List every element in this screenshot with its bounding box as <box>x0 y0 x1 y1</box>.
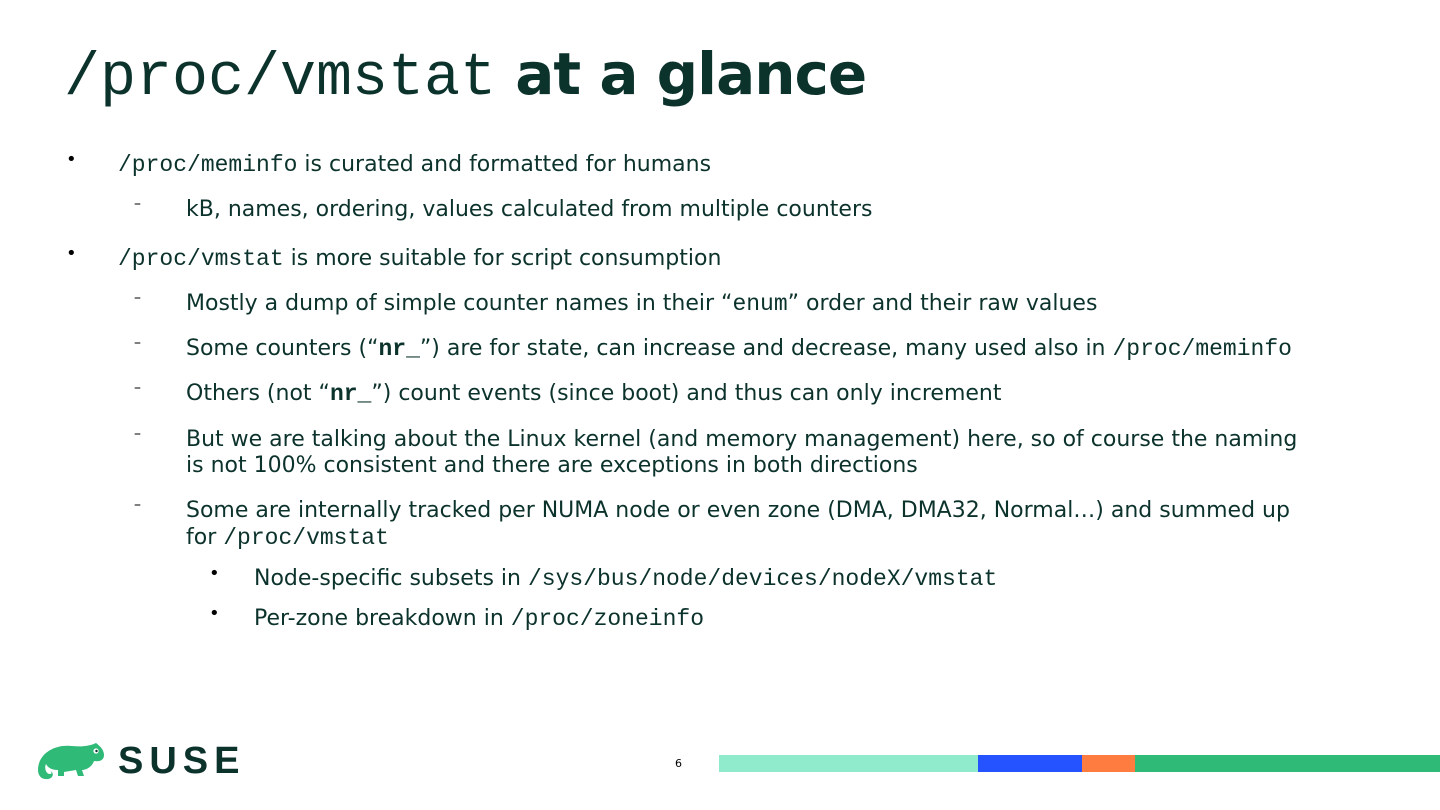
page-number: 6 <box>675 757 682 770</box>
code-meminfo: /proc/meminfo <box>118 152 298 178</box>
slide-title <box>64 40 866 113</box>
brand-bar-orange <box>1082 755 1135 772</box>
bullet-marker: • <box>66 149 77 170</box>
sub-bullet-2-5-line-1: Some are internally tracked per NUMA node or even zone (DMA, DMA32, Normal…) and summed up <box>186 498 1290 523</box>
code-vmstat: /proc/vmstat <box>118 246 284 272</box>
chameleon-icon <box>34 740 106 782</box>
sub-bullet-1-1: kB, names, ordering, values calculated from multiple counters <box>186 197 873 222</box>
sub-bullet-2-1: Mostly a dump of simple counter names in their “enum” order and their raw values <box>186 291 1098 317</box>
dash-marker: – <box>134 290 141 306</box>
sub-bullet-2-3: Others (not “nr_”) count events (since boot) and thus can only increment <box>186 381 1002 407</box>
bullet-marker: • <box>209 563 220 584</box>
sub-bullet-2-5-line-2: for /proc/vmstat <box>186 525 389 551</box>
brand-bar-green <box>1135 755 1440 772</box>
dash-marker: – <box>134 380 141 396</box>
dash-marker: – <box>134 196 141 212</box>
sub-bullet-2-4-line-2: is not 100% consistent and there are exceptions in both directions <box>186 453 918 478</box>
bullet-marker: • <box>66 243 77 264</box>
bullet-1: /proc/meminfo is curated and formatted for humans <box>118 152 712 178</box>
title-text: at a glance <box>515 40 867 108</box>
bullet-marker: • <box>209 603 220 624</box>
third-bullet-2: Per-zone breakdown in /proc/zoneinfo <box>254 606 704 632</box>
logo-wordmark: SUSE <box>118 740 246 782</box>
bullet-2: /proc/vmstat is more suitable for script consumption <box>118 246 722 272</box>
third-bullet-1: Node-specific subsets in /sys/bus/node/devices/nodeX/vmstat <box>254 566 998 592</box>
sub-bullet-2-4-line-1: But we are talking about the Linux kernel (and memory management) here, so of course the naming <box>186 427 1298 452</box>
dash-marker: – <box>134 497 141 513</box>
sub-bullet-2-2: Some counters (“nr_”) are for state, can increase and decrease, many used also in /proc/meminfo <box>186 336 1292 362</box>
brand-bar-mint <box>719 755 978 772</box>
dash-marker: – <box>134 335 141 351</box>
dash-marker: – <box>134 426 141 442</box>
brand-bar-blue <box>978 755 1082 772</box>
suse-logo <box>34 740 245 782</box>
title-code: /proc/vmstat <box>64 45 497 113</box>
